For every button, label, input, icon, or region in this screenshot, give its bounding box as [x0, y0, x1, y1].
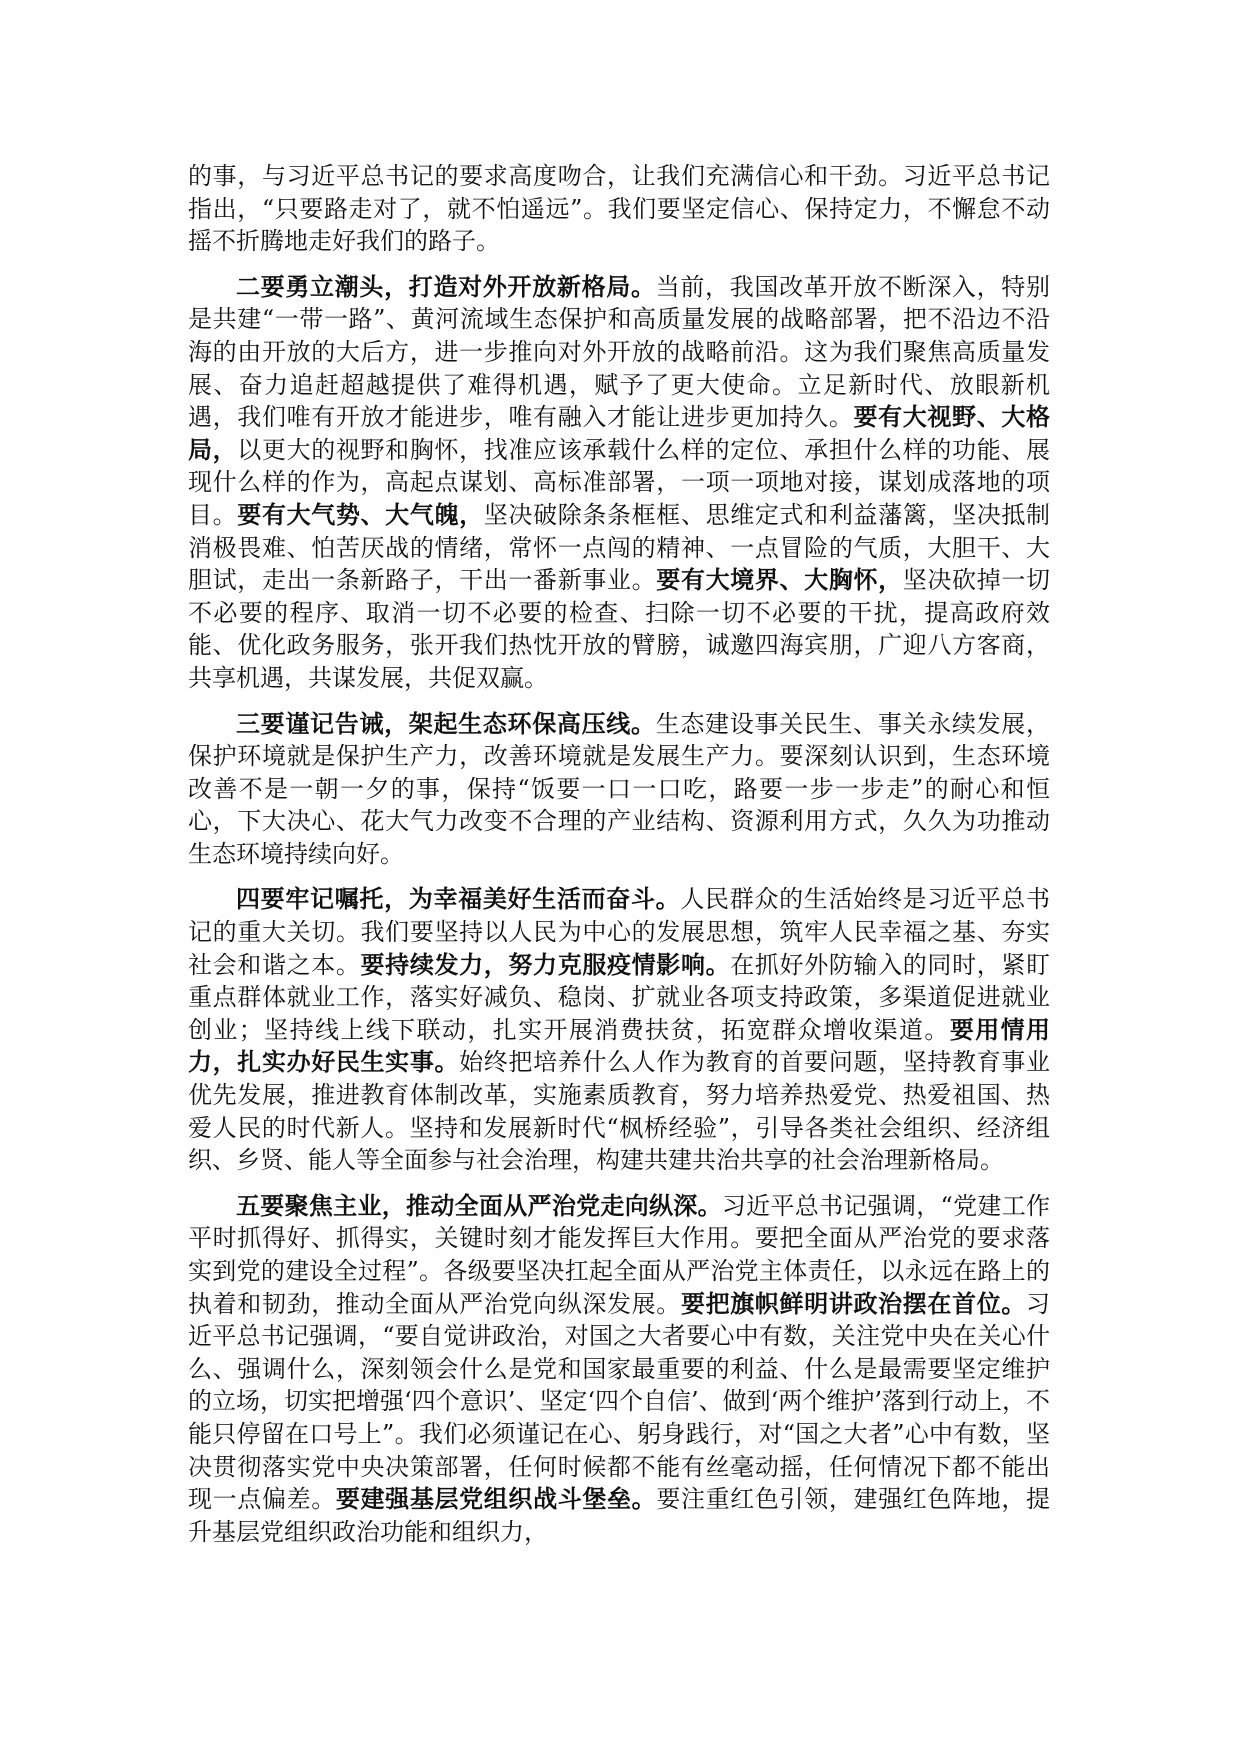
- paragraph-intro-continuation: [188, 160, 1050, 258]
- paragraph-text: 人民群众的生活始终是习近平总书记的重大关切。我们要坚持以人民为中心的发展思想，筑牢人民幸福之基、夯实社会和谐之本。: [188, 885, 1050, 979]
- paragraph-text: 习近平总书记强调，“要自觉讲政治，对国之大者要心中有数，关注党中央在关心什么、强调什么，深刻领会什么是党和国家最重要的利益、什么是最需要坚定维护的立场，切实把增强‘四个意识’、坚定‘四个自信’、做到‘两个维护’落到行动上，不能只停留在口号上”。我们必须谨记在心、躬身践行，对“国之大者”心中有数，坚决贯彻落实党中央决策部署，任何时候都不能有丝毫动摇，任何情况下都不能出现一点偏差。: [188, 1289, 1051, 1514]
- paragraph-text: 始终把培养什么人作为教育的首要问题，坚持教育事业优先发展，推进教育体制改革，实施素质教育，努力培养热爱党、热爱祖国、热爱人民的时代新人。坚持和发展新时代“枫桥经验”，引导各类社会组织、经济组织、乡贤、能人等全面参与社会治理，构建共建共治共享的社会治理新格局。: [188, 1048, 1051, 1175]
- section-heading: 五要聚焦主业，推动全面从严治党走向纵深。: [236, 1190, 722, 1220]
- sub-heading: 要把旗帜鲜明讲政治摆在首位。: [680, 1288, 1027, 1318]
- sub-heading: 要有大境界、大胸怀，: [656, 565, 903, 595]
- paragraph-text: 生态建设事关民生、事关永续发展，保护环境就是保护生产力，改善环境就是发展生产力。要深刻认识到，生态环境改善不是一朝一夕的事，保持“饭要一口一口吃，路要一步一步走”的耐心和恒心，下大决心、花大气力改变不合理的产业结构、资源利用方式，久久为功推动生态环境持续向好。: [188, 709, 1050, 868]
- section-heading: 三要谨记告诫，架起生态环保高压线。: [236, 708, 656, 738]
- section-heading: 二要勇立潮头，打造对外开放新格局。: [236, 271, 656, 301]
- paragraph-text: 坚决砍掉一切不必要的程序、取消一切不必要的检查、扫除一切不必要的干扰，提高政府效能、优化政务服务，张开我们热忱开放的臂膀，诚邀四海宾朋，广迎八方客商，共享机遇，共谋发展，共促双赢。: [188, 566, 1051, 692]
- sub-heading: 要建强基层党组织战斗堡垒。: [335, 1484, 657, 1514]
- sub-heading: 要持续发力，努力克服疫情影响。: [360, 949, 731, 979]
- paragraph-point-two: [188, 271, 1050, 695]
- document-page: [188, 160, 1050, 1561]
- paragraph-point-three: [188, 708, 1050, 871]
- paragraph-text: 在抓好外防输入的同时，紧盯重点群体就业工作，落实好减负、稳岗、扩就业各项支持政策，多渠道促进就业创业；坚持线上线下联动，扎实开展消费扶贫，拓宽群众增收渠道。: [188, 950, 1051, 1044]
- paragraph-text: 要注重红色引领，建强红色阵地，提升基层党组织政治功能和组织力，: [188, 1485, 1051, 1546]
- sub-heading: 要有大视野、大格局，: [188, 402, 1050, 464]
- sub-heading: 要有大气势、大气魄，: [237, 499, 484, 529]
- paragraph-text: 的事，与习近平总书记的要求高度吻合，让我们充满信心和干劲。习近平总书记指出，“只要路走对了，就不怕遥远”。我们要坚定信心、保持定力，不懈怠不动摇不折腾地走好我们的路子。: [188, 162, 1050, 256]
- section-heading: 四要牢记嘱托，为幸福美好生活而奋斗。: [236, 884, 681, 914]
- paragraph-point-four: [188, 883, 1050, 1176]
- paragraph-text: 习近平总书记强调，“党建工作平时抓得好、抓得实，关键时刻才能发挥巨大作用。要把全面从严治党的要求落实到党的建设全过程”。各级要坚决扛起全面从严治党主体责任，以永远在路上的执着和韧劲，推动全面从严治党向纵深发展。: [188, 1191, 1050, 1318]
- paragraph-text: 坚决破除条条框框、思维定式和利益藩篱，坚决抵制消极畏难、怕苦厌战的情绪，常怀一点闯的精神、一点冒险的气质，大胆干、大胆试，走出一条新路子，干出一番新事业。: [188, 500, 1051, 595]
- paragraph-text: 当前，我国改革开放不断深入，特别是共建“一带一路”、黄河流域生态保护和高质量发展的战略部署，把不沿边不沿海的由开放的大后方，进一步推向对外开放的战略前沿。这为我们聚焦高质量发展、奋力追赶超越提供了难得机遇，赋予了更大使命。立足新时代、放眼新机遇，我们唯有开放才能进步，唯有融入才能让进步更加持久。: [188, 272, 1050, 432]
- sub-heading: 要用情用力，扎实办好民生实事。: [188, 1014, 1051, 1077]
- paragraph-point-five: [188, 1190, 1050, 1549]
- paragraph-text: 以更大的视野和胸怀，找准应该承载什么样的定位、承担什么样的功能、展现什么样的作为，高起点谋划、高标准部署，一项一项地对接，谋划成落地的项目。: [188, 435, 1051, 529]
